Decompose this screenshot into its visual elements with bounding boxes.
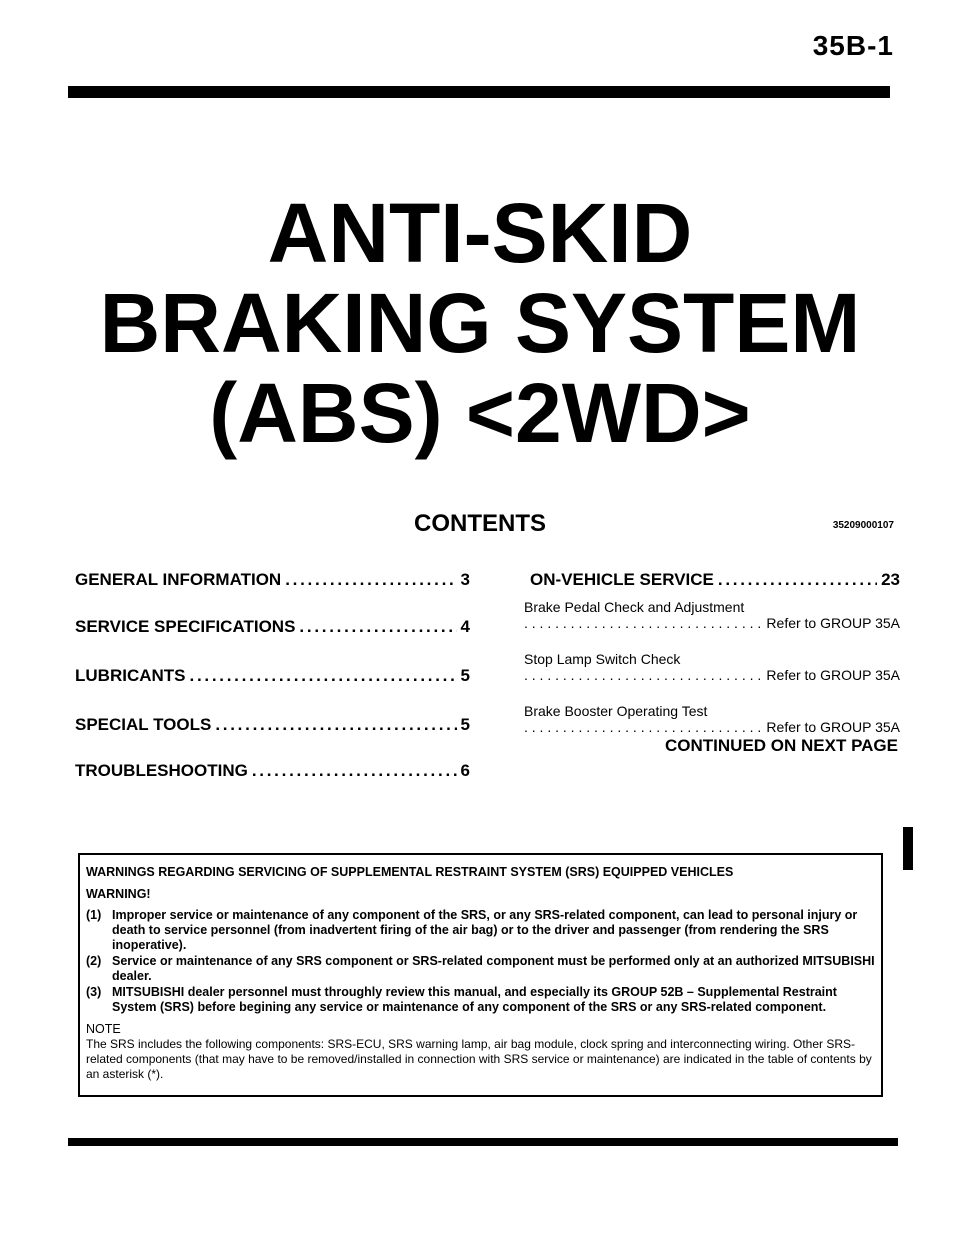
toc-entry[interactable]: [530, 570, 900, 590]
warning-item-number: (3): [86, 985, 102, 999]
section-edge-mark: [903, 827, 913, 870]
toc-left-column: [75, 570, 470, 806]
toc-entry-label: LUBRICANTS: [75, 666, 186, 685]
toc-entry-page: 5: [460, 666, 470, 685]
toc-leader-dots: [252, 761, 457, 781]
toc-leader-dots: [285, 570, 456, 590]
toc-leader-dots: [190, 666, 457, 686]
toc-sub-title: Brake Pedal Check and Adjustment: [524, 599, 745, 615]
warning-label: WARNING!: [86, 887, 151, 901]
toc-sub-ref: Refer to GROUP 35A: [766, 615, 900, 631]
note-label: NOTE: [86, 1022, 121, 1036]
toc-entry-label: ON-VEHICLE SERVICE: [530, 570, 714, 589]
page-number: 35B-1: [812, 30, 894, 61]
toc-sub-title: Brake Booster Operating Test: [524, 703, 708, 719]
srs-warning-box: [78, 853, 883, 1097]
bottom-rule: [68, 1138, 898, 1146]
toc-entry[interactable]: [75, 715, 470, 735]
title-line-1: ANTI-SKID: [267, 186, 693, 280]
continued-notice: CONTINUED ON NEXT PAGE: [665, 736, 898, 755]
toc-entry[interactable]: [75, 666, 470, 686]
warning-item: [86, 985, 875, 1015]
toc-entry-page: 5: [460, 715, 470, 734]
toc-sub-entry[interactable]: [524, 651, 900, 683]
toc-entry-label: GENERAL INFORMATION: [75, 570, 282, 589]
note-text: The SRS includes the following components: SRS-ECU, SRS warning lamp, air bag module, clock spring and interconnecting wiring. Other SRS-related components (that may have to be removed/installed in connection with SRS service or maintenance) are indicated in the table of contents by an asterisk (*).: [86, 1037, 872, 1081]
toc-leader-dots: [299, 617, 456, 637]
warning-heading: WARNINGS REGARDING SERVICING OF SUPPLEMENTAL RESTRAINT SYSTEM (SRS) EQUIPPED VEHICLES: [86, 865, 734, 879]
warning-item: [86, 954, 875, 984]
toc-entry-label: SERVICE SPECIFICATIONS: [75, 617, 296, 636]
toc-entry-label: SPECIAL TOOLS: [75, 715, 212, 734]
warning-item: [86, 908, 875, 953]
toc-entry-page: 4: [460, 617, 470, 636]
contents-heading: CONTENTS: [414, 510, 546, 537]
warning-item-number: (1): [86, 908, 102, 922]
toc-sub-entry[interactable]: [524, 703, 900, 735]
toc-leader-dots: [215, 715, 456, 735]
toc-entry[interactable]: [75, 617, 470, 637]
toc-leader-dots: [524, 667, 760, 683]
document-title: [0, 188, 960, 458]
document-code: 35209000107: [832, 520, 894, 531]
toc-leader-dots: [718, 570, 877, 590]
toc-entry-label: TROUBLESHOOTING: [75, 761, 248, 780]
toc-entry-page: 6: [460, 761, 470, 780]
toc-entry[interactable]: [75, 761, 470, 781]
toc-entry-page: 3: [460, 570, 470, 589]
toc-sub-ref: Refer to GROUP 35A: [766, 719, 900, 735]
toc-right-column: [524, 570, 900, 755]
warning-item-number: (2): [86, 954, 102, 968]
toc-sub-ref: Refer to GROUP 35A: [766, 667, 900, 683]
toc-sub-title: Stop Lamp Switch Check: [524, 651, 681, 667]
toc-entry-page: 23: [881, 570, 900, 589]
toc-leader-dots: [524, 719, 760, 735]
warning-item-text: Service or maintenance of any SRS component or SRS-related component must be performed only at an authorized MITSUBISHI dealer.: [112, 954, 875, 983]
top-rule: [68, 86, 890, 98]
warning-item-text: Improper service or maintenance of any component of the SRS, or any SRS-related component, can lead to personal injury or death to service personnel (from inadvertent firing of the air bag) or to the driver and passenger (from rendering the SRS inoperative).: [112, 908, 858, 952]
warning-item-text: MITSUBISHI dealer personnel must throughly review this manual, and especially its GROUP 52B – Supplemental Restraint System (SRS) before begining any service or maintenance of any component of the SRS or any SRS-related component.: [112, 985, 837, 1014]
toc-entry[interactable]: [75, 570, 470, 590]
title-line-3: (ABS) <2WD>: [209, 366, 751, 460]
toc-sub-entry[interactable]: [524, 599, 900, 631]
title-line-2: BRAKING SYSTEM: [99, 276, 861, 370]
toc-leader-dots: [524, 615, 760, 631]
